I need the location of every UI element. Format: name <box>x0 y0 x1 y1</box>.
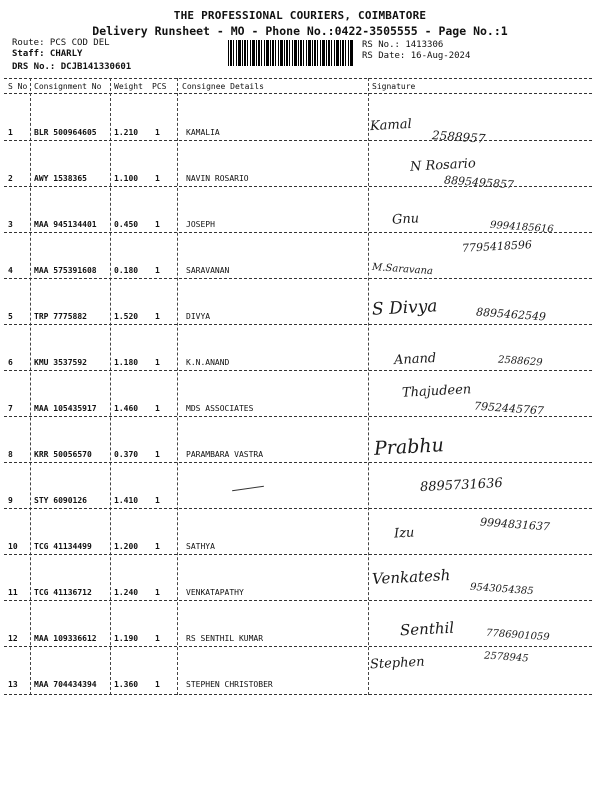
handwritten-signature: 2578945 <box>483 650 529 665</box>
row-consignment-no: KMU 3537592 <box>34 358 87 367</box>
row-separator <box>4 600 592 601</box>
handwritten-signature: 7786901059 <box>485 627 550 644</box>
row-consignee: KAMALIA <box>186 128 220 137</box>
row-sno: 11 <box>8 588 18 597</box>
row-weight: 1.200 <box>114 542 139 551</box>
row-separator <box>4 462 592 463</box>
col-header-consignee: Consignee Details <box>182 82 264 91</box>
row-consignee: MDS ASSOCIATES <box>186 404 254 413</box>
row-consignee: SATHYA <box>186 542 215 551</box>
row-weight: 1.100 <box>114 174 139 183</box>
drs-number: DRS No.: DCJB141330601 <box>12 62 132 72</box>
row-consignment-no: MAA 575391608 <box>34 266 97 275</box>
row-consignment-no: MAA 945134401 <box>34 220 97 229</box>
row-consignment-no: KRR 50056570 <box>34 450 92 459</box>
handwritten-signature: 8895731636 <box>419 475 504 496</box>
row-weight: 0.450 <box>114 220 139 229</box>
handwritten-signature: 9994185616 <box>489 219 554 236</box>
row-sno: 2 <box>8 174 13 183</box>
row-pcs: 1 <box>155 542 160 551</box>
row-consignment-no: MAA 109336612 <box>34 634 97 643</box>
row-separator <box>4 278 592 279</box>
column-divider <box>30 78 31 695</box>
row-separator <box>4 140 592 141</box>
handwritten-signature: 2588629 <box>497 354 543 369</box>
handwritten-signature: Venkatesh <box>371 565 451 589</box>
row-consignee: K.N.ANAND <box>186 358 230 367</box>
row-weight: 1.190 <box>114 634 139 643</box>
row-pcs: 1 <box>155 634 160 643</box>
row-separator <box>4 508 592 509</box>
row-weight: 0.180 <box>114 266 139 275</box>
handwritten-signature: 8895495857 <box>443 173 515 192</box>
row-pcs: 1 <box>155 358 160 367</box>
row-consignee: RS SENTHIL KUMAR <box>186 634 264 643</box>
row-pcs: 1 <box>155 128 160 137</box>
row-sno: 1 <box>8 128 13 137</box>
staff-label: Staff: CHARLY <box>12 49 83 59</box>
row-consignment-no: TCG 41134499 <box>34 542 92 551</box>
barcode <box>228 40 354 66</box>
column-divider <box>368 78 369 695</box>
row-sno: 10 <box>8 542 18 551</box>
row-consignment-no: TRP 7775882 <box>34 312 87 321</box>
row-separator <box>4 554 592 555</box>
header-bottom-line <box>4 93 592 94</box>
row-weight: 1.460 <box>114 404 139 413</box>
handwritten-signature: Stephen <box>369 654 425 673</box>
column-divider <box>177 78 178 695</box>
row-separator <box>4 232 592 233</box>
handwritten-signature: 9994831637 <box>479 515 551 534</box>
row-weight: 1.520 <box>114 312 139 321</box>
row-consignment-no: TCG 41136712 <box>34 588 92 597</box>
row-separator <box>4 186 592 187</box>
handwritten-signature: Prabhu <box>373 434 445 460</box>
header-top-line <box>4 78 592 79</box>
row-sno: 6 <box>8 358 13 367</box>
row-weight: 0.370 <box>114 450 139 459</box>
column-divider <box>110 78 111 695</box>
rs-number: RS No.: 1413306 <box>362 40 444 50</box>
row-pcs: 1 <box>155 312 160 321</box>
row-separator <box>4 370 592 371</box>
handwritten-signature: 9543054385 <box>469 581 534 598</box>
row-separator <box>4 694 592 695</box>
row-consignment-no: MAA 704434394 <box>34 680 97 689</box>
row-pcs: 1 <box>155 220 160 229</box>
row-pcs: 1 <box>155 588 160 597</box>
col-header-consignment: Consignment No <box>34 82 102 91</box>
row-sno: 8 <box>8 450 13 459</box>
row-sno: 7 <box>8 404 13 413</box>
row-sno: 3 <box>8 220 13 229</box>
col-header-pcs: PCS <box>152 82 167 91</box>
handwritten-signature: Kamal <box>369 116 413 135</box>
handwritten-signature: N Rosario <box>409 156 477 175</box>
row-consignment-no: MAA 105435917 <box>34 404 97 413</box>
row-pcs: 1 <box>155 266 160 275</box>
rs-date: RS Date: 16-Aug-2024 <box>362 51 471 61</box>
col-header-signature: Signature <box>372 82 416 91</box>
handwritten-signature: Izu <box>393 525 415 542</box>
row-consignee: VENKATAPATHY <box>186 588 244 597</box>
row-sno: 4 <box>8 266 13 275</box>
handwritten-signature: 7795418596 <box>461 238 533 255</box>
route-label: Route: PCS COD DEL <box>12 38 110 48</box>
row-consignee: STEPHEN CHRISTOBER <box>186 680 273 689</box>
company-title: THE PROFESSIONAL COURIERS, COIMBATORE <box>173 9 427 22</box>
row-sno: 9 <box>8 496 13 505</box>
handwritten-signature: 8895462549 <box>475 305 547 324</box>
handwritten-signature: 2588957 <box>431 128 486 146</box>
handwritten-signature: 7952445767 <box>473 399 545 418</box>
handwritten-signature: S Divya <box>371 296 438 320</box>
row-weight: 1.410 <box>114 496 139 505</box>
row-weight: 1.360 <box>114 680 139 689</box>
row-weight: 1.240 <box>114 588 139 597</box>
row-sno: 12 <box>8 634 18 643</box>
row-consignee: SARAVANAN <box>186 266 230 275</box>
row-weight: 1.210 <box>114 128 139 137</box>
row-pcs: 1 <box>155 496 160 505</box>
row-consignment-no: STY 6090126 <box>34 496 87 505</box>
row-sno: 5 <box>8 312 13 321</box>
col-header-weight: Weight <box>114 82 143 91</box>
row-consignee: DIVYA <box>186 312 211 321</box>
row-consignment-no: AWY 1538365 <box>34 174 87 183</box>
row-pcs: 1 <box>155 404 160 413</box>
row-pcs: 1 <box>155 450 160 459</box>
row-consignee: NAVIN ROSARIO <box>186 174 249 183</box>
row-consignment-no: BLR 500964605 <box>34 128 97 137</box>
col-header-sno: S No <box>8 82 28 91</box>
handwritten-signature: M.Saravana <box>371 261 434 278</box>
row-pcs: 1 <box>155 174 160 183</box>
handwritten-signature: Senthil <box>399 618 455 640</box>
row-weight: 1.180 <box>114 358 139 367</box>
row-separator <box>4 324 592 325</box>
stray-mark <box>232 486 264 491</box>
row-consignee: JOSEPH <box>186 220 215 229</box>
row-separator <box>4 646 592 647</box>
row-sno: 13 <box>8 680 18 689</box>
handwritten-signature: Anand <box>393 350 437 369</box>
row-separator <box>4 416 592 417</box>
handwritten-signature: Thajudeen <box>401 382 472 401</box>
handwritten-signature: Gnu <box>391 211 420 228</box>
row-pcs: 1 <box>155 680 160 689</box>
row-consignee: PARAMBARA VASTRA <box>186 450 264 459</box>
runsheet-subtitle: Delivery Runsheet - MO - Phone No.:0422-3505555 - Page No.:1 <box>92 24 508 38</box>
